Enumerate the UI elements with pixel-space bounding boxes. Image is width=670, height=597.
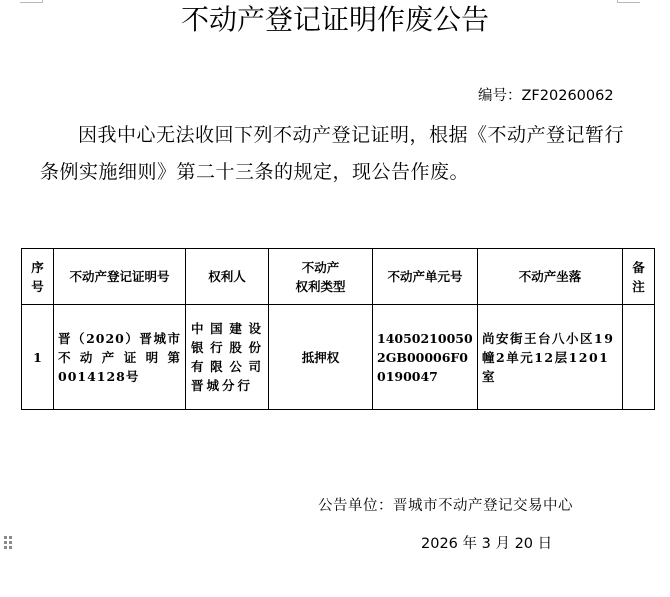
header-right-type-line2: 权利类型 <box>295 278 346 294</box>
document-number <box>478 86 614 106</box>
header-cert-no: 不动产登记证明号 <box>54 249 186 305</box>
grip-dots-icon[interactable] <box>4 536 14 550</box>
cell-remark <box>623 305 655 410</box>
header-unit-no: 不动产单元号 <box>373 249 478 305</box>
cell-holder: 中国建设银行股份有限公司晋城分行 <box>186 305 269 410</box>
issuing-unit: 公告单位：晋城市不动产登记交易中心 <box>318 498 573 514</box>
cell-cert-no: 晋（2020）晋城市不动产证明第0014128号 <box>54 305 186 410</box>
table-row <box>22 305 655 410</box>
header-seq: 序号 <box>22 249 54 305</box>
header-right-type <box>269 249 373 305</box>
table-header-row <box>22 249 655 305</box>
cell-location: 尚安街王台八小区19幢2单元12层1201室 <box>478 305 623 410</box>
header-right-type-line1: 不动产 <box>301 259 340 275</box>
certificate-table <box>21 248 655 410</box>
page-title: 不动产登记证明作废公告 <box>180 3 489 36</box>
cell-seq: 1 <box>22 305 54 410</box>
announcement-body: 因我中心无法收回下列不动产登记证明，根据《不动产登记暂行条例实施细则》第二十三条的规定，现公告作废。 <box>40 124 625 183</box>
header-remark: 备注 <box>623 249 655 305</box>
document-number-value: ZF20260062 <box>521 88 614 104</box>
header-holder: 权利人 <box>186 249 269 305</box>
document-number-label: 编号： <box>478 88 522 104</box>
header-location: 不动产坐落 <box>478 249 623 305</box>
cell-unit-no: 140502100502GB00006F00190047 <box>373 305 478 410</box>
cell-right-type: 抵押权 <box>269 305 373 410</box>
issue-date: 2026 年 3 月 20 日 <box>421 536 553 552</box>
